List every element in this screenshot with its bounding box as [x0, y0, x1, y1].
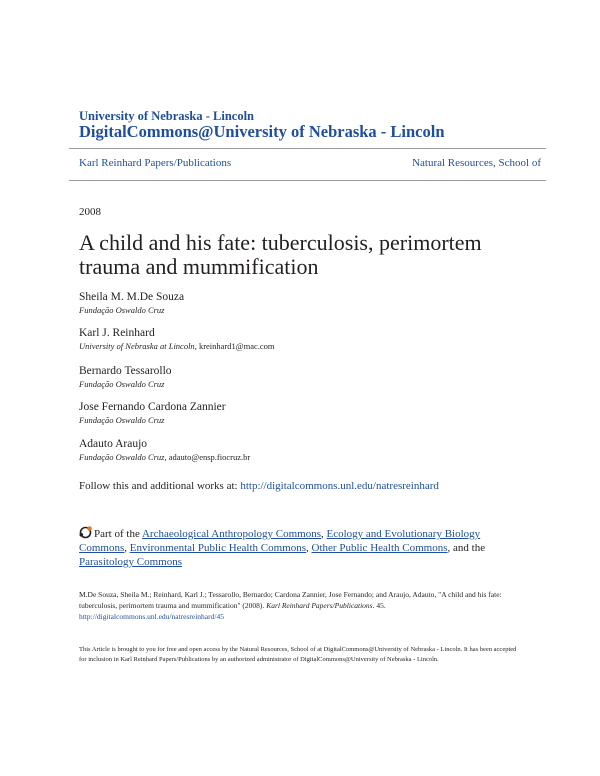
- author-affiliation: Fundação Oswaldo Cruz: [79, 305, 165, 315]
- publication-year: 2008: [79, 206, 101, 218]
- author-name: Sheila M. M.De Souza: [79, 291, 185, 303]
- author-name: Bernardo Tessarollo: [79, 365, 172, 377]
- archaeological-anthropology-link[interactable]: Archaeological Anthropology Commons: [141, 528, 321, 540]
- collection-url-link[interactable]: http://digitalcommons.unl.edu/natresreinhard: [240, 480, 439, 492]
- environmental-public-health-link[interactable]: Environmental Public Health Commons: [129, 542, 307, 554]
- other-public-health-link[interactable]: Other Public Health Commons: [311, 542, 448, 554]
- author-block: [79, 365, 172, 389]
- author-affiliation: Fundação Oswaldo Cruz, adauto@ensp.fiocruz.br: [79, 452, 251, 462]
- author-name: Jose Fernando Cardona Zannier: [79, 401, 226, 413]
- access-notice: This Article is brought to you for free and open access by the Natural Resources, School of at DigitalCommons@University of Nebraska - Lincoln. It has been accepted for inclusion in Karl Reinhard Papers/Publications by an authorized administrator of DigitalCommons@University of Nebraska - Lincoln.: [79, 646, 517, 663]
- ecology-evolutionary-biology-link[interactable]: Ecology and Evolutionary Biology Commons: [79, 528, 481, 554]
- author-name: Karl J. Reinhard: [79, 327, 155, 339]
- follow-text: Follow this and additional works at:: [79, 480, 241, 492]
- author-name: Adauto Araujo: [79, 438, 148, 450]
- top-divider: [69, 148, 546, 149]
- citation-series: Karl Reinhard Papers/Publications: [266, 601, 373, 610]
- department-link[interactable]: Natural Resources, School of: [412, 157, 541, 169]
- author-affiliation: University of Nebraska at Lincoln, kreinhard1@mac.com: [79, 341, 275, 351]
- parasitology-link[interactable]: Parasitology Commons: [79, 556, 182, 568]
- university-name[interactable]: University of Nebraska - Lincoln: [79, 109, 254, 123]
- commons-network-icon: [79, 526, 92, 539]
- part-of-commons: Part of the Archaeological Anthropology Commons, Ecology and Evolutionary Biology Commons, Environmental Public Health Commons, Other Public Health Commons, and the Parasitology Commons: [79, 528, 486, 568]
- author-block: [79, 438, 250, 462]
- article-title: A child and his fate: tuberculosis, perimortem trauma and mummification: [79, 230, 482, 279]
- repository-name[interactable]: DigitalCommons@University of Nebraska - Lincoln: [79, 122, 445, 141]
- bottom-divider: [69, 180, 546, 181]
- follow-line: [79, 480, 439, 492]
- collection-link[interactable]: Karl Reinhard Papers/Publications: [79, 157, 232, 169]
- author-affiliation: Fundação Oswaldo Cruz: [79, 379, 165, 389]
- author-affiliation: Fundação Oswaldo Cruz: [79, 415, 165, 425]
- recommended-citation: M.De Souza, Sheila M.; Reinhard, Karl J.; Tessarollo, Bernardo; Cardona Zannier, Jose Fernando; and Araujo, Adauto, "A child and his fate: tuberculosis, perimortem trauma and mummification" (2008). Karl Reinhard Papers/Publications. 45. http://digitalcommons.unl.edu/natresreinhard/45: [79, 590, 502, 621]
- author-block: [79, 327, 275, 351]
- author-block: [79, 291, 184, 315]
- citation-url-link[interactable]: http://digitalcommons.unl.edu/natresreinhard/45: [79, 612, 224, 621]
- author-block: [79, 401, 226, 425]
